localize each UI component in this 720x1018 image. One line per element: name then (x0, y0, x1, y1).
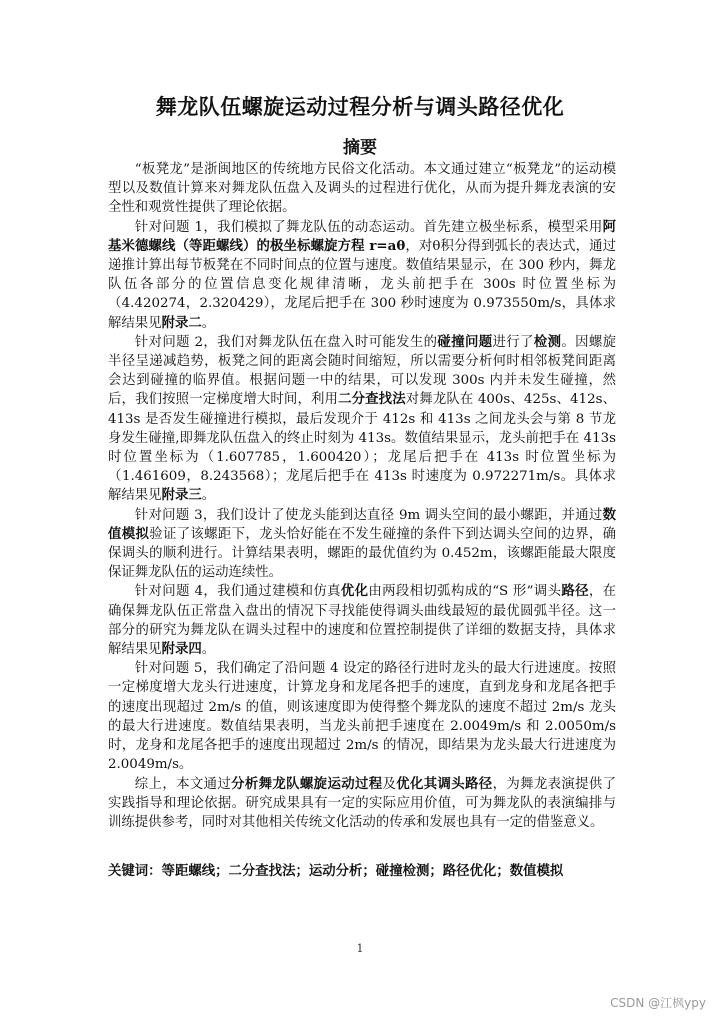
text-run: 针对问题 1，我们模拟了舞龙队伍的动态运动。首先建立极坐标系，模型采用 (134, 219, 603, 235)
abstract-paragraph (108, 582, 616, 659)
abstract-paragraph (108, 218, 616, 333)
text-run: 。 (201, 642, 216, 658)
text-run: 。 (201, 315, 216, 331)
csdn-watermark: CSDN @江枫ypy (610, 996, 706, 1010)
bold-text-run: 碰撞问题 (437, 333, 493, 350)
abstract-body (108, 160, 616, 832)
bold-text-run: 检测 (533, 333, 562, 350)
text-run: 对舞龙队在 400s、425s、412s、413s 是否发生碰撞进行模拟，最后发现介于 412s 和 413s 之间龙头会与第 8 节龙身发生碰撞,即舞龙队伍盘入的终止时刻为 413s。数值结果显示，龙头前把手在 413s 时位置坐标为（1.607785，1.600420）；龙尾后把手在 413s 时位置坐标为（1.461609，8.243568）；龙尾后把手在 413s 时速度为 0.972271m/s。具体求解结果见 (108, 392, 616, 504)
text-run: 针对问题 2，我们对舞龙队伍在盘入时可能发生的 (134, 334, 438, 350)
text-run: 针对问题 5，我们确定了沿问题 4 设定的路径行进时龙头的最大行进速度。按照一定梯度增大龙头行进速度，计算龙身和龙尾各把手的速度，直到龙身和龙尾各把手的速度出现超过 2m/s 的值，则该速度即为使得整个舞龙队的速度不超过 2m/s 龙头的最大行进速度。数值结果表明，当龙头前把手速度在 2.0049m/s 和 2.0050m/s 时，龙身和龙尾各把手的速度出现超过 2m/s 的情况，即结果为龙头最大行进速度为 2.0049m/s。 (108, 661, 616, 773)
bold-text-run: 数值模拟 (108, 506, 616, 542)
text-run: ，对θ积分得到弧长的表达式，通过递推计算出每节板凳在不同时间点的位置与速度。数值结果显示，在 300 秒内，舞龙队伍各部分的位置信息变化规律清晰，龙头前把手在 300s 时位置坐标为（4.420274，2.320429），龙尾后把手在 300 秒时速度为 0.973550m/s，具体求解结果见 (108, 238, 616, 331)
text-run: 综上，本文通过 (134, 776, 232, 792)
abstract-paragraph (108, 659, 616, 774)
text-run: 针对问题 4，我们通过建模和仿真 (134, 584, 341, 600)
text-run: 。因螺旋半径呈递减趋势，板凳之间的距离会随时间缩短，所以需要分析何时相邻板凳间距离会达到碰撞的临界值。根据问题一中的结果，可以发现 300s 内并未发生碰撞，然后，我们按照一定梯度增大时间，利用 (108, 334, 617, 408)
bold-text-run: 路径 (561, 583, 589, 600)
text-run: 验证了该螺距下，龙头恰好能在不发生碰撞的条件下到达调头空间的边界，确保调头的顺利进行。计算结果表明，螺距的最优值约为 0.452m，该螺距能最大限度保证舞龙队伍的运动连续性。 (108, 526, 616, 581)
text-run: 针对问题 3，我们设计了使龙头能到达直径 9m 调头空间的最小螺距，并通过 (134, 507, 603, 523)
keywords-line: 关键词：等距螺线；二分查找法；运动分析；碰撞检测；路径优化；数值模拟 (108, 863, 564, 879)
text-run: 。 (201, 488, 216, 504)
bold-text-run: 优化其调头路径 (396, 775, 493, 792)
text-run: 由两段相切弧构成的“S 形”调头 (368, 584, 562, 600)
bold-text-run: 附录三 (161, 487, 202, 504)
bold-text-run: 二分查找法 (338, 391, 406, 408)
bold-text-run: 阿基米德螺线（等距螺线）的极坐标螺旋方程 r=aθ (108, 218, 616, 254)
text-run: “板凳龙”是浙闽地区的传统地方民俗文化活动。本文通过建立“板凳龙”的运动模型以及数值计算来对舞龙队伍盘入及调头的过程进行优化，从而为提升舞龙表演的安全性和观赏性提供了理论依据。 (108, 162, 616, 216)
abstract-heading: 摘要 (343, 138, 377, 158)
bold-text-run: 优化 (340, 583, 369, 600)
abstract-paragraph (108, 160, 616, 218)
bold-text-run: 分析舞龙队螺旋运动过程 (231, 775, 383, 792)
text-run: ，为舞龙表演提供了实践指导和理论依据。研究成果具有一定的实际应用价值，可为舞龙队的表演编排与训练提供参考，同时对其他相关传统文化活动的传承和发展也具有一定的借鉴意义。 (108, 776, 617, 830)
page-number: 1 (356, 942, 364, 955)
text-run: 及 (382, 776, 397, 792)
text-run: 进行了 (492, 334, 534, 350)
paper-title: 舞龙队伍螺旋运动过程分析与调头路径优化 (155, 94, 565, 119)
abstract-paragraph (108, 333, 616, 506)
abstract-paragraph (108, 775, 616, 833)
text-run: ，在确保舞龙队伍正常盘入盘出的情况下寻找能使得调头曲线最短的最优圆弧半径。这一部分的研究为舞龙队在调头过程中的速度和位置控制提供了详细的数据支持，具体求解结果见 (108, 584, 617, 658)
bold-text-run: 附录二 (161, 314, 202, 331)
bold-text-run: 附录四 (161, 641, 202, 658)
abstract-paragraph (108, 506, 616, 583)
